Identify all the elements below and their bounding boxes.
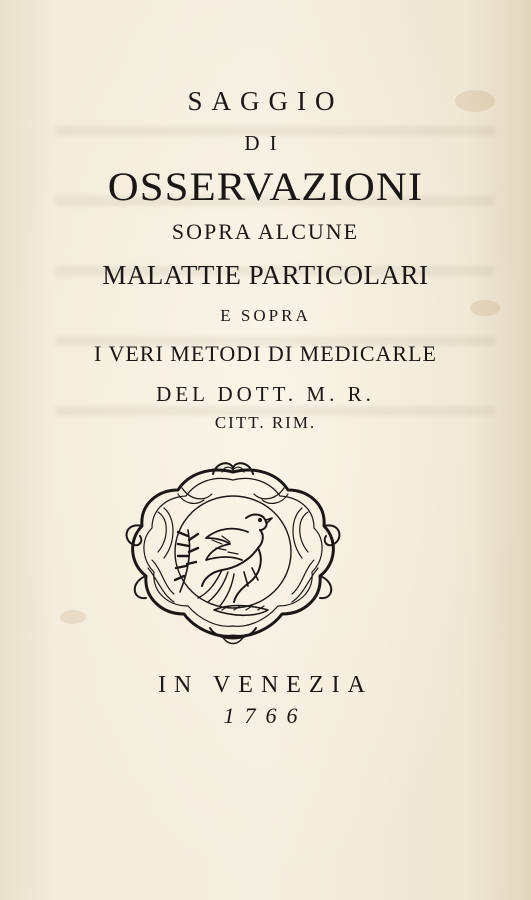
imprint-place: IN VENEZIA	[158, 672, 373, 698]
imprint-year: 1766	[223, 703, 308, 728]
title-line-metodi: I VERI METODI DI MEDICARLE	[94, 341, 437, 366]
title-word-di: DI	[244, 131, 287, 155]
title-word-saggio: SAGGIO	[187, 86, 344, 116]
author-line: DEL DOTT. M. R.	[156, 382, 375, 406]
title-line-malattie: MALATTIE PARTICOLARI	[102, 260, 429, 290]
foxing-spot	[60, 610, 86, 624]
title-line-e-sopra: E SOPRA	[220, 306, 311, 325]
title-word-osservazioni: OSSERVAZIONI	[107, 164, 424, 209]
author-city-line: CITT. RIM.	[214, 413, 317, 432]
eagle-vignette-icon	[118, 460, 348, 650]
title-line-sopra-alcune: SOPRA ALCUNE	[171, 219, 360, 244]
